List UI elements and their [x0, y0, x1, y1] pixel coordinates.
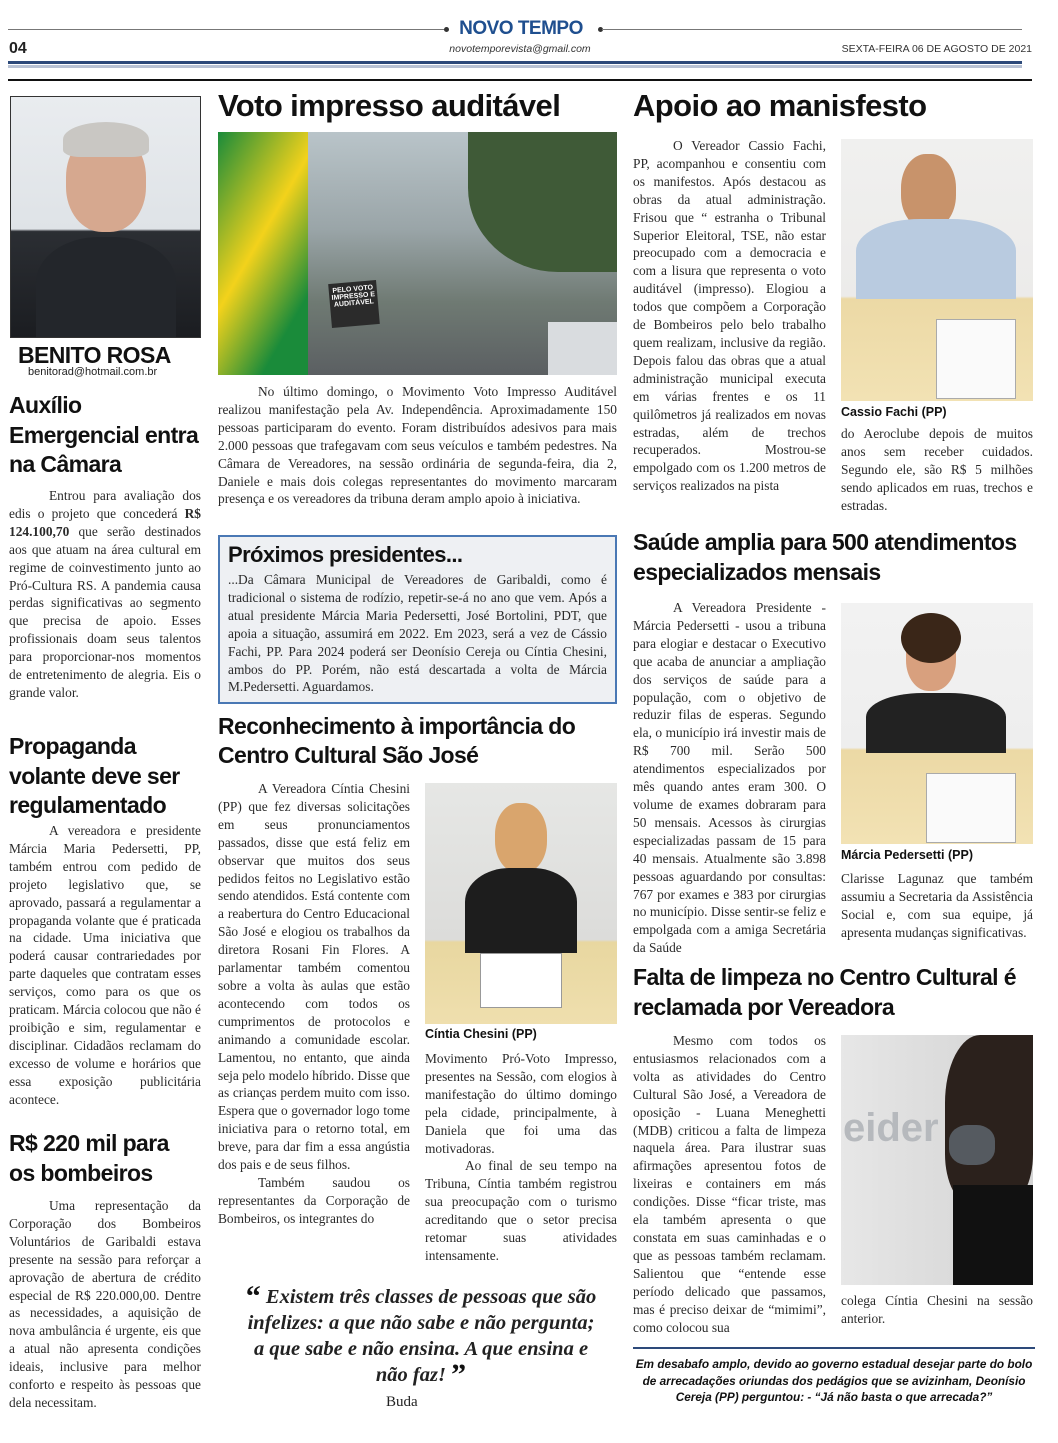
- brand-title: NOVO TEMPO: [459, 18, 583, 39]
- auxilio-headline: Auxílio Emergencial entra na Câmara: [9, 392, 199, 477]
- footer-note-rule: [633, 1347, 1035, 1349]
- footer-note: Em desabafo amplo, devido ao governo estadual desejar parte do bolo de arrecadações oriundas dos pedágios que se avizinham, Deonísio Cereja (PP) perguntou: - “Já não basta o que arrecada?”: [635, 1357, 1033, 1404]
- marcia-photo: [841, 603, 1033, 844]
- falta-headline: Falta de limpeza no Centro Cultural é reclamada por Vereadora: [633, 964, 1016, 1020]
- columnist-email: benitorad@hotmail.com.br: [28, 366, 158, 378]
- voto-photo: [218, 132, 617, 375]
- header-rule-light: [8, 65, 1022, 68]
- protest-sign: PELO VOTO IMPRESSO E AUDITÁVEL: [328, 280, 380, 328]
- proximos-box: [218, 535, 617, 704]
- pull-quote: Existem três classes de pessoas que são infelizes: a que não sabe e não pergunta; a que sabe e não ensina. A que ensina e não faz!: [247, 1286, 597, 1386]
- apoio-body-col1: O Vereador Cassio Fachi, PP, acompanhou e consentiu com os manifestos. Após destacou as obras da atual administração. Frisou que “ estranha o Tribunal Superior Eleitoral, TSE, não estar preocupado com a democracia e com a lisura que representa o voto auditável (impresso). Elogiou a todos que compõem a Corporação de Bombeiros pelo belo trabalho quem realizam, inclusive da região. Depois falou das obras que a atual administração municipal executa em várias frentes e os 11 quilômetros já realizados em novas estradas, além de trechos recuperados. Mostrou-se empolgado com os 1.200 metros de serviços realizados na pista: [633, 138, 826, 494]
- cintia-caption: Cíntia Chesini (PP): [425, 1027, 537, 1041]
- voto-headline: Voto impresso auditável: [218, 88, 561, 123]
- quote-open-mark: “: [245, 1280, 261, 1313]
- columnist-photo: [10, 96, 201, 338]
- reconhecimento-headline: Reconhecimento à importância do Centro Cultural São José: [218, 713, 576, 768]
- propaganda-body: A vereadora e presidente Márcia Maria Pedersetti, PP, também entrou com pedido de projeto legislativo que, se aprovado, passará a regulamentar a propaganda volante que é praticada na cidade. Uma iniciativa que poderá causar contrariedades por parte daqueles que contratam esses serviços, como para os que os praticam. Márcia colocou que não é proibição e sim, regulamentar e disciplinar. Cidadãos reclamam do excesso de volume e horários que essa exposição publicitária acontece.: [9, 823, 201, 1107]
- columnist-name: BENITO ROSA: [18, 342, 171, 368]
- header-rule-black: [8, 79, 1032, 81]
- voto-body: No último domingo, o Movimento Voto Impresso Auditável realizou manifestação pela Av. Independência. Aproximadamente 150 pessoas participaram do evento. Foram distribuídos adesivos para mais 2.000 pessoas que trafegavam com seus veículos e também pedestres. Na Câmara de Vereadores, na sessão ordinária de segunda-feira, dia 2, Daniele e mais dois colegas representantes do movimento marcaram presença e os vereadores da tribuna deram amplo apoio à iniciativa.: [218, 384, 617, 507]
- cassio-photo: [841, 139, 1033, 401]
- quote-close-mark: ”: [451, 1358, 467, 1391]
- falta-body-col2: colega Cíntia Chesini na sessão anterior.: [841, 1293, 1033, 1326]
- page-number: 04: [9, 40, 27, 57]
- luana-photo: [841, 1035, 1033, 1285]
- header-line-right: [602, 29, 1022, 30]
- header-rule-blue: [8, 61, 1022, 64]
- proximos-headline: Próximos presidentes...: [228, 542, 463, 567]
- marcia-caption: Márcia Pedersetti (PP): [841, 848, 973, 862]
- photo-background-text: eider: [843, 1106, 939, 1150]
- reconhecimento-body-col1: A Vereadora Cíntia Chesini (PP) que fez diversas solicitações em seus pronunciamentos passados, disse que está feliz em observar que muitos dos seus pedidos feitos no Legislativo estão sendo atendidos. Está contente com a reabertura do Centro Educacional São José e elogiou os trabalhos da diretora Rosani Fin Flores. A parlamentar também comentou sobre a volta às aulas que estão acontecendo com todos os cumprimentos de protocolos e animando a comunidade escolar. Lamentou, no entanto, que ainda seja pelo modelo híbrido. Disse que as crianças perdem muito com isso. Espera que o governador logo tome iniciativa para o retorno total, em breve, para dar fim a essa angústia dos pais e de seus filhos. Também saudou os representantes da Corporação de Bombeiros, os integrantes do: [218, 781, 410, 1226]
- apoio-body-col2: do Aeroclube depois de muitos anos sem receber cuidados. Segundo ele, são R$ 5 milhões sendo aplicados em ruas, trechos e estradas.: [841, 426, 1033, 513]
- header-date: SEXTA-FEIRA 06 DE AGOSTO DE 2021: [841, 43, 1032, 55]
- saude-body-col2: Clarisse Lagunaz que também assumiu a Secretaria da Assistência Social e, com sua equipe, já apresenta mudanças significativas.: [841, 871, 1033, 940]
- cintia-photo: [425, 783, 617, 1024]
- header-dot-left: [444, 27, 449, 32]
- propaganda-headline: Propaganda volante deve ser regulamentado: [9, 733, 180, 818]
- bombeiros-headline: R$ 220 mil para os bombeiros: [9, 1130, 169, 1186]
- header-email: novotemporevista@gmail.com: [449, 43, 591, 55]
- auxilio-body: Entrou para avaliação dos edis o projeto que concederá R$ 124.100,70 que serão destinados aos que atuam na área cultural em regime de coinvestimento junto ao Pró-Cultura RS. A pandemia causa perdas significativas ao segmento que precisa de apoio. Esses profissionais doam seus talentos para proporcionar-nos momentos de entretenimento de alegria. Eis o grande valor.: [9, 488, 201, 700]
- apoio-headline: Apoio ao manisfesto: [633, 88, 927, 123]
- saude-body-col1: A Vereadora Presidente - Márcia Pedersetti - usou a tribuna para elogiar e destacar o Executivo que acaba de anunciar a ampliação dos serviços de saúde para a população, com o objetivo de reduzir filas de esperas. Segundo ela, o município irá investir mais de R$ 700 mil. Serão 500 atendimentos especializados por mês quando antes eram 300. O volume de exames dobraram para 50 mensais. Acessos às cirurgias especializadas passam de 15 para 40 mensais. Atualmente são 3.898 pessoas aguardando por consultas: 767 por exames e 383 por cirurgias no município. Disse sentir-se feliz e empolgada com a amiga Secretária da Saúde: [633, 600, 826, 956]
- saude-headline: Saúde amplia para 500 atendimentos especializados mensais: [633, 529, 1017, 585]
- falta-body-col1: Mesmo com todos os entusiasmos relacionados com a volta as atividades do Centro Cultural São José, a Vereadora de oposição - Luana Meneghetti (MDB) criticou a falta de limpeza naquela área. Para ilustrar suas afirmações apresentou fotos de lixeiras e containers em más condições. Disse “ficar triste, mas ela também apresenta o que constata em suas caminhadas e o que as pessoas também reclamam. Salientou que “entende esse período delicado que passamos, mas é preciso deixar de “mimimi”, como colocou sua: [633, 1033, 826, 1335]
- header-line-left: [8, 29, 448, 30]
- proximos-body: ...Da Câmara Municipal de Vereadores de Garibaldi, como é tradicional o sistema de rodízio, repetir-se-á no ano que vem. Após a atual presidente Márcia Maria Pedersetti, José Bortolini, PDT, que apoia a situação, assumirá em 2022. Em 2023, será a vez de Cássio Fachi, PP. Para 2024 poderá ser Deonísio Cereja ou Cíntia Chesini, ambos do PP. Porém, não está descartada a volta de Márcia M.Pedersetti. Aguardamos.: [228, 572, 607, 695]
- pull-quote-block: [240, 1280, 602, 1391]
- bombeiros-body: Uma representação da Corporação dos Bombeiros Voluntários de Garibaldi estava presente na sessão para reforçar a aprovação de abertura de crédito especial de R$ 220.000,00. Dentre as necessidades, a aquisição de nova ambulância é urgente, eis que a atual não apresenta condições ideais, inclusive para melhor conforto e respeito às pessoas que dela necessitam.: [9, 1198, 201, 1410]
- quote-author: Buda: [386, 1394, 418, 1410]
- cassio-caption: Cassio Fachi (PP): [841, 405, 947, 419]
- reconhecimento-body-col2: Movimento Pró-Voto Impresso, presentes na Sessão, com elogios à manifestação do último domingo pela cidade, principalmente, à Daniela que foi uma das motivadoras. Ao final de seu tempo na Tribuna, Cíntia também registrou sua preocupação com o turismo acreditando que o setor precisa retomar suas atividades intensamente.: [425, 1051, 617, 1263]
